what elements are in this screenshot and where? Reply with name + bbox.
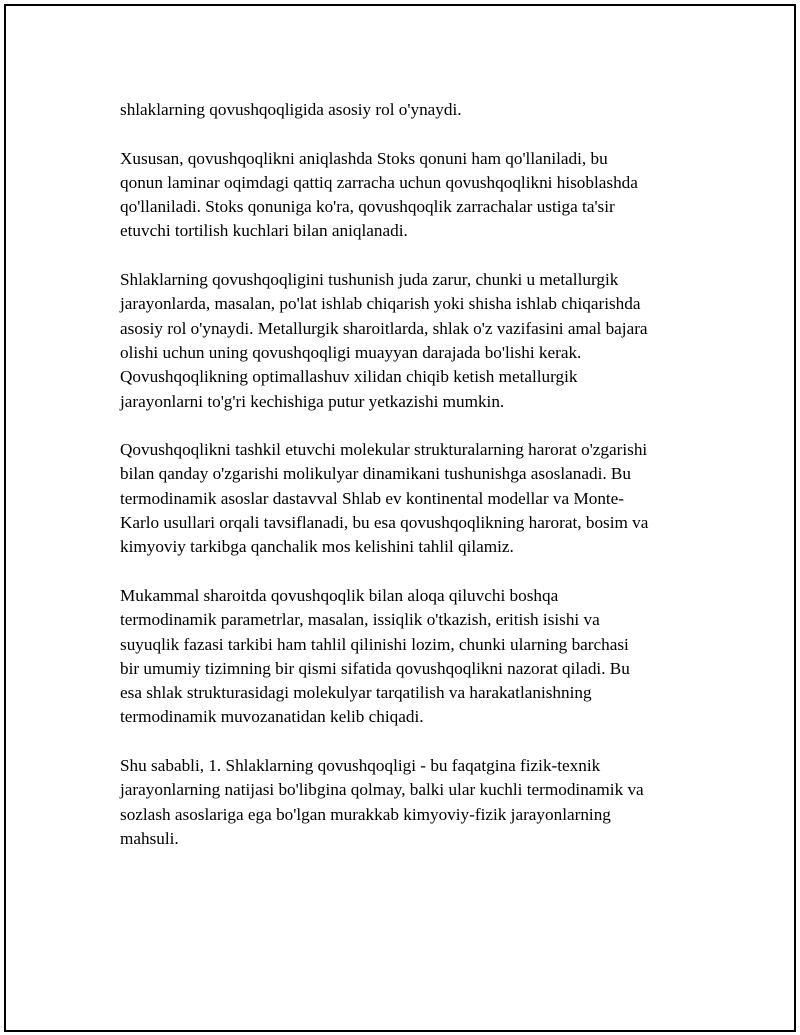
paragraph-4: Qovushqoqlikni tashkil etuvchi molekular strukturalarning harorat o'zgarishi bilan qanday o'zgarishi molikulyar dinamikani tushunishga asoslanadi. Bu termodinamik asoslar dastavval Shlab ev kontinental modellar va Monte- Karlo usullari orqali tavsiflanadi, bu esa qovushqoqlikning harorat, bosim va kimyoviy tarkibga qanchalik mos kelishini tahlil qilamiz. <box>120 440 649 557</box>
paragraph-3: Shlaklarning qovushqoqligini tushunish juda zarur, chunki u metallurgik jarayonlarda, masalan, po'lat ishlab chiqarish yoki shisha ishlab chiqarishda asosiy rol o'ynaydi. Metallurgik sharoitlarda, shlak o'z vazifasini amal bajara olishi uchun uning qovushqoqligi muayyan darajada bo'lishi kerak. Qovushqoqlikning optimallashuv xilidan chiqib ketish metallurgik jarayonlarni to'g'ri kechishiga putur yetkazishi mumkin. <box>120 270 648 411</box>
paragraph-2: Xususan, qovushqoqlikni aniqlashda Stoks qonuni ham qo'llaniladi, bu qonun laminar oqimdagi qattiq zarracha uchun qovushqoqlikni hisoblashda qo'llaniladi. Stoks qonuniga ko'ra, qovushqoqlik zarrachalar ustiga ta'sir etuvchi tortilish kuchlari bilan aniqlanadi. <box>120 148 638 241</box>
page-frame <box>4 4 796 1032</box>
paragraph-5: Mukammal sharoitda qovushqoqlik bilan aloqa qiluvchi boshqa termodinamik parametrlar, masalan, issiqlik o'tkazish, eritish isishi va suyuqlik fazasi tarkibi ham tahlil qilinishi lozim, chunki ularning barchasi bir umumiy tizimning bir qismi sifatida qovushqoqlikni nazorat qiladi. Bu esa shlak strukturasidagi molekulyar tarqatilish va harakatlanishning termodinamik muvozanatidan kelib chiqadi. <box>120 585 630 727</box>
paragraph-1: shlaklarning qovushqoqligida asosiy rol o'ynaydi. <box>120 100 462 119</box>
document-body <box>120 98 710 851</box>
paragraph-6: Shu sababli, 1. Shlaklarning qovushqoqligi - bu faqatgina fizik-texnik jarayonlarning natijasi bo'libgina qolmay, balki ular kuchli termodinamik va sozlash asoslariga ega bo'lgan murakkab kimyoviy-fizik jarayonlarning mahsuli. <box>120 756 644 848</box>
